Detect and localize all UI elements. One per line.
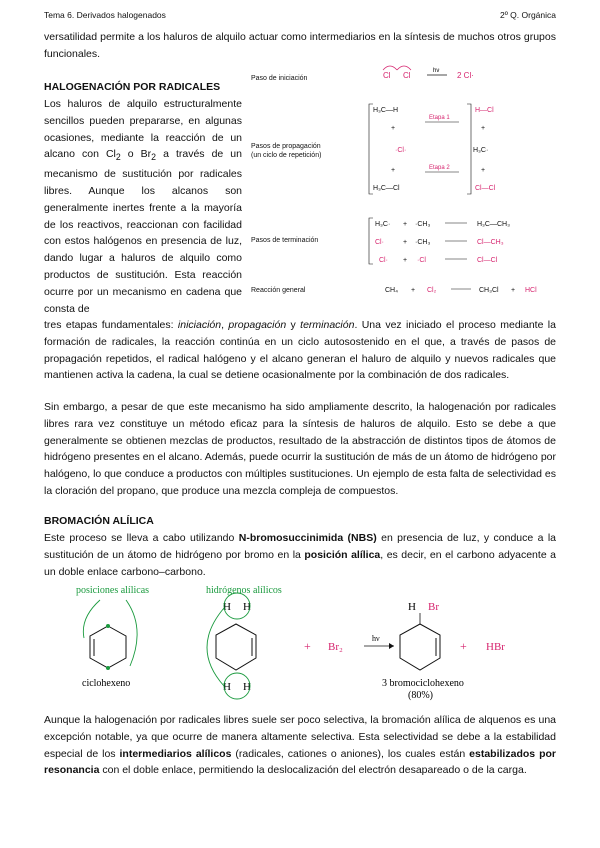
- allylic-hydrogens-label: hidrógenos alílicos: [206, 585, 282, 596]
- section-title-radical-halogenation: HALOGENACIÓN POR RADICALES: [44, 81, 221, 93]
- svg-text:CH₃Cl: CH₃Cl: [479, 287, 499, 294]
- cyclohexene-label: ciclohexeno: [82, 678, 131, 689]
- svg-text:H₃C—Cl: H₃C—Cl: [373, 185, 400, 192]
- svg-text:Br: Br: [428, 601, 439, 613]
- overall-equation: [385, 287, 537, 294]
- svg-text:·CH₃: ·CH₃: [415, 221, 431, 228]
- svg-text:H: H: [223, 681, 231, 693]
- svg-text:H: H: [243, 601, 251, 613]
- svg-text:+: +: [403, 221, 408, 228]
- svg-text:+: +: [304, 639, 311, 653]
- svg-text:H: H: [408, 601, 416, 613]
- svg-text:+: +: [481, 167, 486, 174]
- propagation-step-label: Pasos de propagación: [251, 143, 321, 150]
- propagation-equations: [369, 104, 496, 194]
- svg-text:H₃C·: H₃C·: [375, 221, 391, 228]
- init-step-label: Paso de iniciación: [251, 75, 308, 82]
- svg-text:CH₄: CH₄: [385, 287, 398, 294]
- svg-text:H: H: [223, 601, 231, 613]
- section-title-allylic-bromination: BROMACIÓN ALÍLICA: [44, 515, 154, 527]
- propagation-cycle-label: (un ciclo de repetición): [251, 152, 322, 159]
- svg-text:Cl: Cl: [383, 71, 391, 80]
- cyclohexene-allylic-h-structure: [206, 585, 282, 699]
- svg-text:+: +: [511, 287, 516, 294]
- intro-paragraph: versatilidad permite a los haluros de alquilo actuar como intermediarios en la síntesis de muchos otros grupos funcionales.: [44, 31, 556, 60]
- termination-equations: [369, 218, 510, 264]
- svg-text:Cl·: Cl·: [375, 239, 384, 246]
- product-name: 3 bromociclohexeno: [382, 678, 464, 689]
- allylic-bromination-paragraph: Este proceso se lleva a cabo utilizando N-bromosuccinimida (NBS) en presencia de luz, y conduce a la sustitución de un átomo de hidrógeno por bromo en la posición alílica, es decir, en el carbono adyacente a un doble enlace carbono–carbono.: [44, 532, 557, 578]
- svg-text:Etapa 2: Etapa 2: [429, 165, 450, 171]
- bromine-reagent: Br₂: [328, 641, 343, 653]
- svg-text:Cl₂: Cl₂: [427, 287, 437, 294]
- cyclohexene-structure: [76, 585, 149, 689]
- radical-halogenation-stages-paragraph: tres etapas fundamentales: iniciación, propagación y terminación. Una vez iniciado el proceso mediante la formación de radicales, la reacción continúa en un ciclo autosostenido en el que, a través de pasos de propagación repetidos, el radical halógeno y el alcano generan el haluro de alquilo y nuevos radicales que mantienen activa la cadena, la cual se detiene ocasionalmente por la combinación de dos radicales.: [44, 319, 556, 382]
- svg-text:Etapa 1: Etapa 1: [429, 115, 450, 121]
- svg-text:+: +: [391, 167, 396, 174]
- overall-reaction-label: Reacción general: [251, 287, 306, 294]
- svg-text:Cl—Cl: Cl—Cl: [475, 185, 496, 192]
- svg-text:+: +: [460, 639, 467, 653]
- svg-text:H₃C—CH₃: H₃C—CH₃: [477, 221, 510, 228]
- product-yield: (80%): [408, 690, 433, 701]
- allylic-bromination-figure: [60, 578, 530, 708]
- header-right: 2º Q. Orgánica: [499, 10, 556, 20]
- svg-text:H₃C—H: H₃C—H: [373, 107, 399, 114]
- svg-text:Cl—CH₃: Cl—CH₃: [477, 239, 504, 246]
- termination-step-label: Pasos de terminación: [251, 237, 319, 244]
- svg-text:·CH₃: ·CH₃: [415, 239, 431, 246]
- svg-text:H: H: [243, 681, 251, 693]
- svg-text:Cl: Cl: [403, 71, 411, 80]
- header-left: Tema 6. Derivados halogenados: [44, 10, 166, 20]
- svg-text:H—Cl: H—Cl: [475, 107, 494, 114]
- radical-halogenation-column-text: Los haluros de alquilo estructuralmente sencillos pueden prepararse, en algunas ocasiones, mediante la reacción de un alcano con $Cl_2$ o $Br_2$ a través de un mecanismo de sustitución por radicales libres. Aunque los alcanos son generalmente inertes frente a la mayoría de los reactivos, reaccionan con facilidad con estos halógenos en presencia de luz, dando lugar a haluros de alquilo como productos de sustitución. Esta reacción ocurre por un mecanismo en cadena que consta de: [44, 98, 242, 315]
- svg-text:HCl: HCl: [525, 287, 537, 294]
- selectivity-paragraph: Sin embargo, a pesar de que este mecanismo ha sido ampliamente descrito, la halogenación por radicales libres rara vez constituye un método eficaz para la síntesis de haluros de alquilo. Esto se debe a que generalmente se obtienen mezclas de productos, resultado de la abstracción de distintos tipos de átomos de hidrógeno presentes en el alcano. Además, puede ocurrir la sustitución de más de un átomo de hidrógeno por halógeno, lo que conduce a productos con múltiples sustituciones. Un ejemplo de esta falta de selectividad es la cloración del propano, que produce una mezcla compleja de compuestos.: [44, 401, 556, 497]
- svg-text:hν: hν: [433, 68, 440, 74]
- allylic-positions-label: posiciones alílicas: [76, 585, 150, 596]
- svg-text:Cl—Cl: Cl—Cl: [477, 257, 498, 264]
- svg-text:·Cl: ·Cl: [417, 257, 426, 264]
- svg-text:+: +: [391, 125, 396, 132]
- svg-text:hν: hν: [372, 634, 380, 643]
- radical-mechanism-diagram: [245, 62, 575, 302]
- allylic-selectivity-paragraph: Aunque la halogenación por radicales libres suele ser poco selectiva, la bromación alílica de alquenos es una excepción notable, ya que ocurre de manera altamente selectiva. Esta selectividad se debe a la estabilidad especial de los intermediarios alílicos (radicales, cationes o aniones), los cuales están estabilizados por resonancia con el doble enlace, permitiendo la deslocalización del electrón desapareado o de la carga.: [44, 714, 556, 777]
- svg-text:+: +: [403, 239, 408, 246]
- svg-text:Cl·: Cl·: [379, 257, 388, 264]
- hbr-byproduct: HBr: [486, 641, 505, 653]
- svg-text:H₃C·: H₃C·: [473, 147, 489, 154]
- svg-text:+: +: [481, 125, 486, 132]
- svg-text:·Cl·: ·Cl·: [395, 147, 407, 154]
- initiation-equation: [383, 66, 474, 80]
- svg-text:+: +: [403, 257, 408, 264]
- svg-text:2 Cl·: 2 Cl·: [457, 71, 474, 80]
- bromocyclohexene-structure: [382, 601, 464, 701]
- svg-text:+: +: [411, 287, 416, 294]
